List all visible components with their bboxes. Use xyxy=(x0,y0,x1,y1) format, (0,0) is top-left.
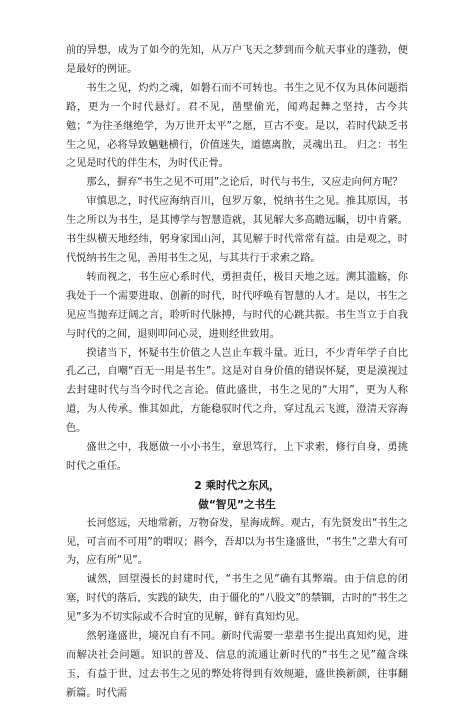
paragraph-3: 那么，摒弃“书生之见不可用”之论后，时代与书生，又应走向何方呢？ xyxy=(86,177,403,189)
paragraph-10: 然躬逢盛世，境况自有不同。新时代需要一辈辈书生提出真知灼见，进而解决社会问题。知识的普及、信息的流通让新时代的“书生之见”蕴含珠玉，有益于世，过去书生之见的弊处将得到有效规避，盛世换新颜，往事翻新篇。时代需 xyxy=(66,631,408,699)
paragraph-6: 揆诸当下，怀疑书生价值之人岂止车载斗量。近日，不少青年学子自比孔乙己，自嘲“百无一用是书生”。这是对自身价值的错误怀疑，更是漠视过去封建时代与当今时代之言论。值此盛世，书生之见的“大用”，更为人称道，为人传承。惟其如此，方能稳驭时代之舟，穿过乱云飞渡，澄清天容海色。 xyxy=(66,347,408,435)
paragraph-8: 长河悠远，天地常新，万物奋发，星海成辉。观古，有先贤发出“书生之见，可言而不可用”的喟叹；斟今，吾却以为书生逢盛世，“书生”之辈大有可为，应有所“见”。 xyxy=(66,517,408,567)
paragraph-9: 诚然，回望漫长的封建时代，“书生之见”确有其弊端。由于信息的闭塞，时代的落后，实践的缺失，由于僵化的“八股文”的禁锢，古时的“书生之见”多为不切实际或不合时宜的见解，鲜有真知灼见。 xyxy=(66,574,408,624)
paragraph-7: 盛世之中，我愿做一小小书生，章思笃行，上下求索，修行自身，勇挑时代之重任。 xyxy=(66,442,408,472)
paragraph-1: 前的异想，成为了如今的先知，从万户飞天之梦到而今航天事业的蓬勃，便是最好的例证。 xyxy=(66,45,408,75)
section-heading-line-2: 做“智见”之书生 xyxy=(198,498,276,511)
paragraph-2: 书生之见，灼灼之魂，如磐石而不可转也。书生之见不仅为具体问题指路，更为一个时代悬灯。君不见，凿壁偷光，闻鸡起舞之坚持，古今共勉；“为往圣继绝学，为万世开太平”之愿，亘古不变。是以，若时代缺乏书生之见，必将导致魑魅横行，价值迷失，道德离散，灵魂出丑。 归之：书生之见是时代的伴生木，为时代正骨。 xyxy=(66,82,408,170)
section-heading-line-1: 2 乘时代之东风， xyxy=(194,479,280,492)
paragraph-4: 审慎思之，时代应海纳百川，包罗万象，悦纳书生之见。推其原因，书生之所以为书生，是其博学与智慧造就，其见解大多高瞻远瞩，切中肯綮。书生纵横天地经纬，躬身家国山河，其见解于时代常常有益。由是观之，时代悦纳书生之见，善用书生之见，与其共行于求索之路。 xyxy=(66,196,408,264)
paragraph-5: 转而视之，书生应心系时代，勇担责任，极目天地之远。溯其滥觞，你我处于一个需要进取、创新的时代，时代呼唤有智慧的人才。是以，书生之见应当抛弃迂阔之言，聆听时代脉搏，与时代的心跳共振。书生当立于自我与时代的之间，退则叩问心灵，进则经世致用。 xyxy=(66,271,408,340)
